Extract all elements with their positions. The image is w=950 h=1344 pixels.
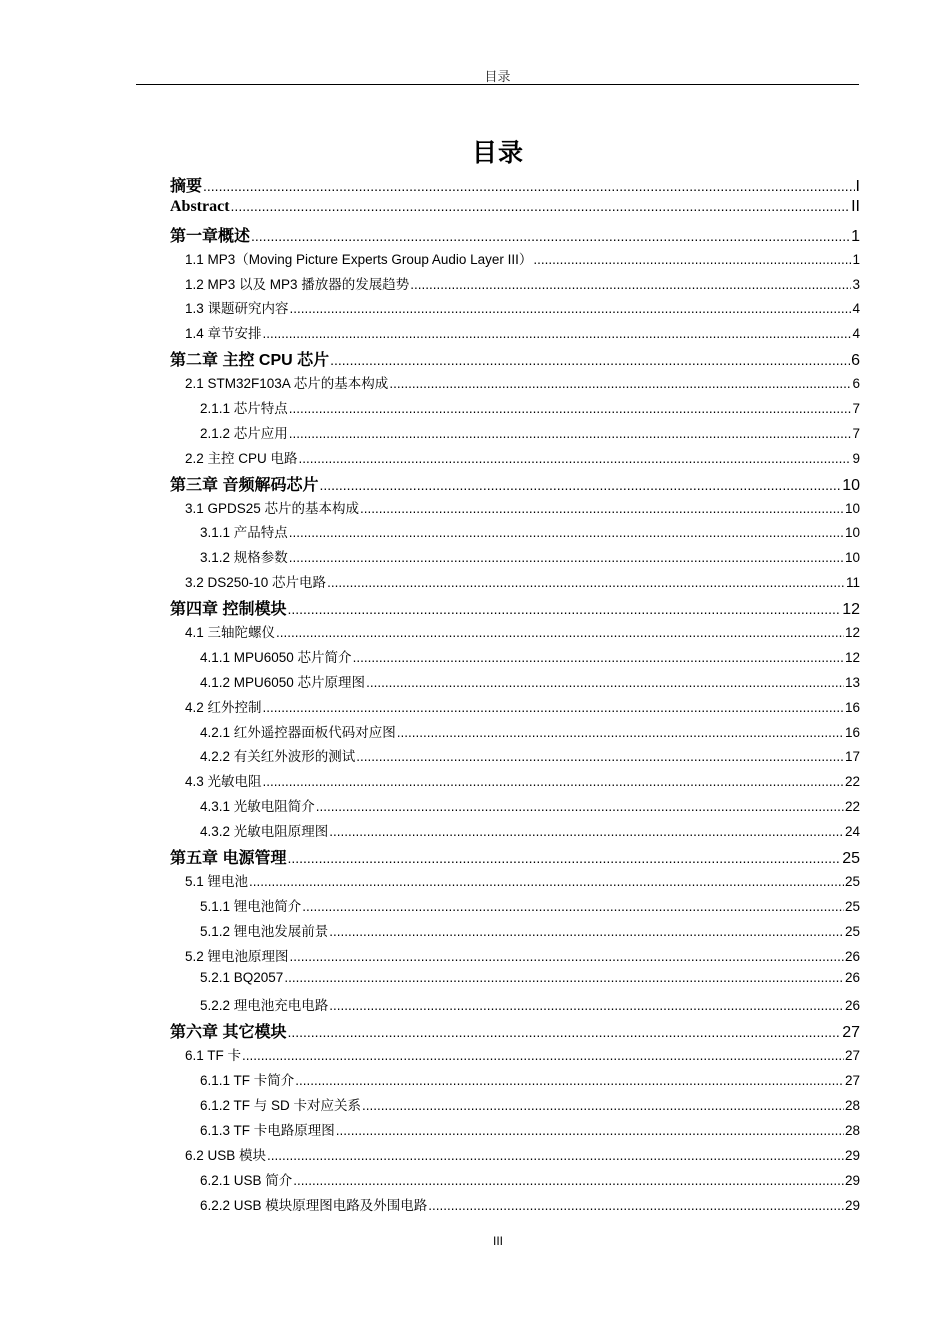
toc-entry-label: 6.2.2 USB 模块原理图电路及外围电路 <box>200 1197 428 1213</box>
toc-entry-page-number: 27 <box>844 1073 860 1089</box>
toc-entry-level-2[interactable] <box>170 696 860 721</box>
toc-entry-level-3[interactable] <box>170 721 860 746</box>
dot-leader <box>397 725 844 740</box>
toc-entry-level-3[interactable] <box>170 1069 860 1094</box>
dot-leader <box>249 874 844 889</box>
toc-entry-label: 6.1 TF 卡 <box>185 1048 242 1064</box>
toc-entry-label: 3.1.1 产品特点 <box>200 525 288 541</box>
toc-entry-label: 3.1.2 规格参数 <box>200 550 288 566</box>
toc-entry-page-number: I <box>855 178 860 195</box>
toc-entry-page-number: 22 <box>844 799 860 815</box>
toc-entry-level-1[interactable] <box>170 223 860 248</box>
toc-entry-label: 2.1.2 芯片应用 <box>200 425 288 441</box>
toc-entry-label: 1.4 章节安排 <box>185 326 262 342</box>
toc-entry-label: 5.1.2 锂电池发展前景 <box>200 923 329 939</box>
toc-entry-label: 4.2.2 有关红外波形的测试 <box>200 749 356 765</box>
dot-leader <box>329 924 844 939</box>
toc-entry-page-number: 28 <box>844 1097 860 1113</box>
toc-entry-page-number: 3 <box>852 276 860 292</box>
dot-leader <box>263 700 844 715</box>
dot-leader <box>366 675 844 690</box>
toc-entry-level-2[interactable] <box>170 273 860 298</box>
toc-entry-level-3[interactable] <box>170 1119 860 1144</box>
toc-entry-level-3[interactable] <box>170 820 860 845</box>
toc-entry-level-3[interactable] <box>170 970 860 995</box>
dot-leader <box>362 1098 844 1113</box>
toc-entry-label: 2.2 主控 CPU 电路 <box>185 450 298 466</box>
toc-entry-label: 4.2.1 红外遥控器面板代码对应图 <box>200 724 396 740</box>
toc-entry-page-number: 29 <box>844 1147 860 1163</box>
toc-entry-label: 4.2 红外控制 <box>185 699 262 715</box>
dot-leader <box>231 198 851 214</box>
toc-entry-level-3[interactable] <box>170 895 860 920</box>
dot-leader <box>289 525 844 540</box>
toc-entry-label: 第六章 其它模块 <box>170 1024 287 1042</box>
toc-entry-level-3[interactable] <box>170 795 860 820</box>
toc-entry-level-2[interactable] <box>170 372 860 397</box>
toc-entry-page-number: 25 <box>844 898 860 914</box>
dot-leader <box>299 451 852 466</box>
toc-entry-level-2[interactable] <box>170 1144 860 1169</box>
dot-leader <box>389 376 851 391</box>
toc-entry-label: 第五章 电源管理 <box>170 850 287 868</box>
toc-entry-label: Abstract <box>170 197 230 215</box>
dot-leader <box>276 625 844 640</box>
toc-entry-level-3[interactable] <box>170 1169 860 1194</box>
toc-entry-page-number: 27 <box>842 1024 860 1042</box>
toc-entry-page-number: 29 <box>844 1197 860 1213</box>
toc-entry-label: 4.3 光敏电阻 <box>185 774 262 790</box>
toc-entry-page-number: 16 <box>844 724 860 740</box>
dot-leader <box>329 998 844 1013</box>
toc-entry-label: 第一章概述 <box>170 227 251 245</box>
dot-leader <box>251 228 850 244</box>
dot-leader <box>203 178 855 194</box>
toc-entry-level-3[interactable] <box>170 745 860 770</box>
toc-entry-page-number: 6 <box>851 352 860 370</box>
dot-leader <box>289 401 852 416</box>
toc-entry-label: 1.3 课题研究内容 <box>185 301 289 317</box>
dot-leader <box>329 824 844 839</box>
toc-entry-level-1[interactable] <box>170 845 860 870</box>
dot-leader <box>267 1148 844 1163</box>
toc-entry-page-number: 12 <box>844 649 860 665</box>
toc-entry-page-number: 10 <box>842 476 860 494</box>
dot-leader <box>289 426 852 441</box>
toc-entry-level-3[interactable] <box>170 1194 860 1219</box>
toc-entry-page-number: 12 <box>842 601 860 619</box>
toc-entry-label: 5.2 锂电池原理图 <box>185 948 289 964</box>
dot-leader <box>316 799 844 814</box>
toc-entry-level-3[interactable] <box>170 1094 860 1119</box>
toc-entry-level-3[interactable] <box>170 521 860 546</box>
toc-entry-level-3[interactable] <box>170 646 860 671</box>
toc-entry-level-1[interactable] <box>170 1019 860 1044</box>
toc-entry-label: 2.1.1 芯片特点 <box>200 401 288 417</box>
header-rule <box>136 84 859 85</box>
toc-entry-page-number: II <box>851 197 860 215</box>
toc-entry-label: 5.2.1 BQ2057 <box>200 969 284 985</box>
toc-entry-level-2[interactable] <box>170 322 860 347</box>
toc-entry-label: 2.1 STM32F103A 芯片的基本构成 <box>185 376 389 392</box>
toc-title: 目录 <box>471 139 524 167</box>
toc-entry-label: 3.2 DS250-10 芯片电路 <box>185 575 327 591</box>
toc-entry-page-number: 4 <box>852 326 860 342</box>
toc-entry-label: 5.1 锂电池 <box>185 873 249 889</box>
toc-entry-page-number: 12 <box>844 625 860 641</box>
toc-entry-label: 摘要 <box>170 178 203 195</box>
toc-entry-label: 1.2 MP3 以及 MP3 播放器的发展趋势 <box>185 276 410 292</box>
toc-entry-label: 第二章 主控 CPU 芯片 <box>170 352 330 370</box>
running-header: 目录 <box>484 69 511 84</box>
toc-entry-label: 6.1.3 TF 卡电路原理图 <box>200 1122 335 1138</box>
toc-entry-page-number: 26 <box>844 969 860 985</box>
dot-leader <box>533 252 851 267</box>
toc-entry-page-number: 11 <box>845 575 860 591</box>
toc-entry-page-number: 10 <box>844 500 860 516</box>
toc-entry-label: 3.1 GPDS25 芯片的基本构成 <box>185 500 360 516</box>
toc-entry-level-2[interactable] <box>170 945 860 970</box>
toc-entry-page-number: 25 <box>844 923 860 939</box>
toc-entry-label: 6.2 USB 模块 <box>185 1147 267 1163</box>
toc-entry-label: 5.2.2 理电池充电电路 <box>200 998 329 1014</box>
toc-entry-level-3[interactable] <box>170 546 860 571</box>
dot-leader <box>428 1198 844 1213</box>
toc-entry-level-3[interactable] <box>170 422 860 447</box>
dot-leader <box>353 650 844 665</box>
toc-entry-level-2[interactable] <box>170 571 860 596</box>
toc-entry-label: 4.3.2 光敏电阻原理图 <box>200 824 329 840</box>
dot-leader <box>290 949 844 964</box>
toc-entry-page-number: 26 <box>844 948 860 964</box>
toc-entry-page-number: 1 <box>852 251 860 267</box>
dot-leader <box>327 575 845 590</box>
dot-leader <box>242 1048 844 1063</box>
toc-entry-page-number: 4 <box>852 301 860 317</box>
toc-entry-label: 6.1.2 TF 与 SD 卡对应关系 <box>200 1097 362 1113</box>
toc-entry-page-number: 16 <box>844 699 860 715</box>
toc-entry-level-3[interactable] <box>170 920 860 945</box>
dot-leader <box>302 899 844 914</box>
toc-entry-page-number: 10 <box>844 550 860 566</box>
dot-leader <box>295 1073 844 1088</box>
toc-entry-page-number: 10 <box>844 525 860 541</box>
dot-leader <box>263 774 844 789</box>
toc-entry-page-number: 7 <box>852 401 860 417</box>
dot-leader <box>410 277 851 292</box>
toc-entry-level-2[interactable] <box>170 447 860 472</box>
dot-leader <box>360 501 844 516</box>
dot-leader <box>356 749 844 764</box>
toc-entry-label: 4.1.2 MPU6050 芯片原理图 <box>200 674 366 690</box>
toc-entry-level-2[interactable] <box>170 770 860 795</box>
toc-entry-label: 第四章 控制模块 <box>170 601 287 619</box>
dot-leader <box>290 301 852 316</box>
toc-entry-level-3[interactable] <box>170 994 860 1019</box>
toc-entry-label: 1.1 MP3（Moving Picture Experts Group Audio Layer III） <box>185 251 533 267</box>
toc-entry-level-2[interactable] <box>170 870 860 895</box>
table-of-contents <box>170 173 860 1218</box>
dot-leader <box>284 970 844 985</box>
toc-entry-label: 4.1 三轴陀螺仪 <box>185 625 276 641</box>
toc-entry-label: 6.2.1 USB 简介 <box>200 1172 293 1188</box>
dot-leader <box>293 1173 844 1188</box>
toc-entry-level-1[interactable] <box>170 596 860 621</box>
toc-entry-page-number: 27 <box>844 1048 860 1064</box>
toc-entry-level-3[interactable] <box>170 397 860 422</box>
toc-entry-page-number: 9 <box>852 450 860 466</box>
dot-leader <box>289 550 844 565</box>
toc-entry-page-number: 29 <box>844 1172 860 1188</box>
toc-entry-page-number: 17 <box>844 749 860 765</box>
dot-leader <box>263 326 852 341</box>
toc-entry-label: 5.1.1 锂电池简介 <box>200 898 302 914</box>
toc-entry-page-number: 25 <box>844 873 860 889</box>
toc-entry-page-number: 24 <box>844 824 860 840</box>
toc-entry-label: 第三章 音频解码芯片 <box>170 476 319 494</box>
toc-entry-page-number: 1 <box>851 227 860 245</box>
toc-entry-level-2[interactable] <box>170 621 860 646</box>
toc-entry-label: 4.3.1 光敏电阻简介 <box>200 799 315 815</box>
toc-entry-label: 4.1.1 MPU6050 芯片简介 <box>200 649 352 665</box>
toc-entry-level-3[interactable] <box>170 671 860 696</box>
dot-leader <box>287 850 841 866</box>
toc-entry-level-1[interactable] <box>170 173 860 198</box>
toc-entry-level-1[interactable] <box>170 347 860 372</box>
toc-entry-page-number: 7 <box>852 425 860 441</box>
toc-entry-page-number: 6 <box>852 376 860 392</box>
dot-leader <box>287 1024 841 1040</box>
dot-leader <box>330 352 850 368</box>
toc-entry-label: 6.1.1 TF 卡简介 <box>200 1073 295 1089</box>
toc-entry-page-number: 25 <box>842 850 860 868</box>
page-number: III <box>492 1234 503 1248</box>
toc-entry-level-1[interactable] <box>170 472 860 497</box>
dot-leader <box>319 477 841 493</box>
toc-entry-page-number: 28 <box>844 1122 860 1138</box>
toc-entry-page-number: 13 <box>844 674 860 690</box>
toc-entry-level-1[interactable] <box>170 198 860 223</box>
dot-leader <box>287 601 841 617</box>
toc-entry-page-number: 26 <box>844 998 860 1014</box>
toc-entry-level-2[interactable] <box>170 248 860 273</box>
toc-entry-level-2[interactable] <box>170 297 860 322</box>
toc-entry-level-2[interactable] <box>170 1044 860 1069</box>
toc-entry-level-2[interactable] <box>170 497 860 522</box>
dot-leader <box>336 1123 844 1138</box>
toc-entry-page-number: 22 <box>844 774 860 790</box>
